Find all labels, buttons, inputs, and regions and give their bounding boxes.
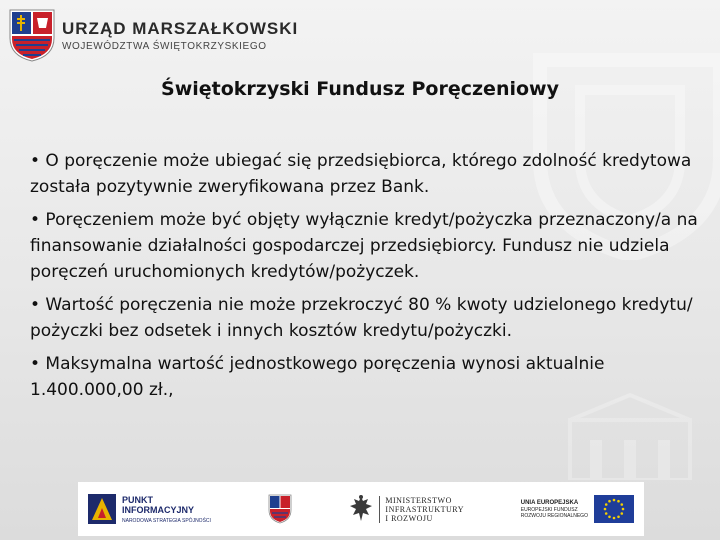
- bullet-paragraph: • O poręczenie może ubiegać się przedsiębiorca, którego zdolność kredytowa została pozytywnie zweryfikowana przez Bank.: [30, 151, 692, 197]
- eu-line3: ROZWOJU REGIONALNEGO: [520, 512, 588, 519]
- voivodeship-crest-icon: [8, 8, 56, 62]
- punkt-line1: PUNKT: [122, 494, 153, 505]
- bullet-paragraph: • Poręczeniem może być objęty wyłącznie kredyt/pożyczka przeznaczony/a na finansowanie działalności gospodarczej przedsiębiorcy. Fundusz nie udziela poręczeń uruchomionych kredytów/pożyczek.: [30, 210, 698, 282]
- eu-line1: UNIA EUROPEJSKA: [520, 499, 579, 506]
- slide-title: Świętokrzyski Fundusz Poręczeniowy: [161, 78, 559, 100]
- bullet-paragraph: • Maksymalna wartość jednostkowego poręczenia wynosi aktualnie 1.400.000,00 zł.,: [30, 354, 605, 400]
- office-subtitle: WOJEWÓDZTWA ŚWIĘTOKRZYSKIEGO: [62, 40, 267, 52]
- ministry-line1: MINISTERSTWO: [385, 495, 452, 505]
- bullet-paragraph: • Wartość poręczenia nie może przekroczyć 80 % kwoty udzielonego kredytu/ pożyczki bez odsetek i innych kosztów kredytu/pożyczki.: [30, 295, 693, 341]
- header-logo: [8, 6, 298, 64]
- ministry-logo: [348, 494, 464, 524]
- header-text: [62, 19, 298, 52]
- punkt-text: [122, 495, 211, 524]
- slide-content: [30, 148, 700, 410]
- voivodeship-crest-small-icon: [268, 494, 292, 524]
- ministry-line2: INFRASTRUKTURY: [385, 504, 464, 514]
- ministry-line3: I ROZWOJU: [385, 513, 433, 523]
- punkt-line2: INFORMACYJNY: [122, 504, 195, 515]
- eu-text: [521, 500, 588, 519]
- punkt-line3: NARODOWA STRATEGIA SPÓJNOŚCI: [122, 517, 211, 524]
- eu-line2: EUROPEJSKI FUNDUSZ: [520, 506, 578, 513]
- eu-logo: [521, 495, 634, 523]
- eagle-icon: [348, 494, 374, 524]
- footer-logos: [78, 482, 644, 536]
- ministry-text: [379, 496, 464, 523]
- eu-flag-icon: [594, 495, 634, 523]
- punkt-informacyjny-logo: [88, 494, 211, 524]
- office-name: URZĄD MARSZAŁKOWSKI: [62, 18, 299, 38]
- punkt-star-icon: [88, 494, 116, 524]
